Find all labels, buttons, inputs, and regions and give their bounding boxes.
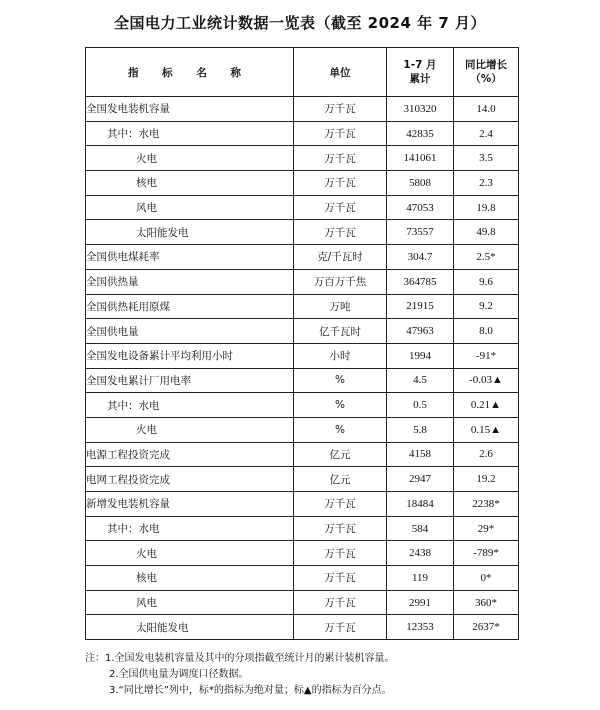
- cumulative-value: 4158: [387, 442, 454, 467]
- yoy-growth: 0.15▲: [454, 417, 519, 442]
- table-header-row: [86, 48, 519, 97]
- header-cumulative-line1: 1-7 月: [403, 59, 437, 71]
- indicator-name: 太阳能发电: [86, 220, 294, 245]
- table-row: [86, 97, 519, 122]
- indicator-name: 其中：水电: [86, 393, 294, 418]
- yoy-growth: 2.6: [454, 442, 519, 467]
- unit-cell: %: [294, 417, 387, 442]
- table-row: [86, 615, 519, 640]
- table-row: [86, 566, 519, 591]
- yoy-growth: 3.5: [454, 146, 519, 171]
- cumulative-value: 0.5: [387, 393, 454, 418]
- yoy-growth: -0.03▲: [454, 368, 519, 393]
- yoy-growth: 9.6: [454, 269, 519, 294]
- cumulative-value: 2991: [387, 590, 454, 615]
- unit-cell: 万千瓦: [294, 121, 387, 146]
- cumulative-value: 584: [387, 516, 454, 541]
- table-row: [86, 294, 519, 319]
- indicator-name: 全国供电煤耗率: [86, 245, 294, 270]
- cumulative-value: 73557: [387, 220, 454, 245]
- header-yoy: [454, 48, 519, 97]
- table-row: [86, 467, 519, 492]
- cumulative-value: 21915: [387, 294, 454, 319]
- cumulative-value: 2438: [387, 541, 454, 566]
- yoy-growth: 0*: [454, 566, 519, 591]
- footnote-2: 2.全国供电量为调度口径数据。: [109, 669, 249, 680]
- cumulative-value: 2947: [387, 467, 454, 492]
- indicator-name: 太阳能发电: [86, 615, 294, 640]
- unit-cell: 亿千瓦时: [294, 319, 387, 344]
- yoy-growth: 49.8: [454, 220, 519, 245]
- indicator-name: 火电: [86, 146, 294, 171]
- indicator-name: 全国供热耗用原煤: [86, 294, 294, 319]
- cumulative-value: 364785: [387, 269, 454, 294]
- indicator-name: 全国发电设备累计平均利用小时: [86, 343, 294, 368]
- unit-cell: 万千瓦: [294, 566, 387, 591]
- yoy-growth: 2.5*: [454, 245, 519, 270]
- cumulative-value: 141061: [387, 146, 454, 171]
- yoy-growth: -91*: [454, 343, 519, 368]
- indicator-name: 风电: [86, 195, 294, 220]
- unit-cell: 克/千瓦时: [294, 245, 387, 270]
- header-indicator-name: 指 标 名 称: [86, 48, 294, 97]
- unit-cell: 万千瓦: [294, 615, 387, 640]
- yoy-growth: 2637*: [454, 615, 519, 640]
- indicator-name: 新增发电装机容量: [86, 492, 294, 517]
- header-unit: 单位: [294, 48, 387, 97]
- indicator-name: 火电: [86, 541, 294, 566]
- indicator-name: 其中：水电: [86, 121, 294, 146]
- cumulative-value: 47053: [387, 195, 454, 220]
- unit-cell: 万千瓦: [294, 171, 387, 196]
- unit-cell: 万千瓦: [294, 220, 387, 245]
- unit-cell: 小时: [294, 343, 387, 368]
- header-yoy-line1: 同比增长: [465, 59, 507, 71]
- table-row: [86, 590, 519, 615]
- unit-cell: 亿元: [294, 442, 387, 467]
- indicator-name: 全国发电装机容量: [86, 97, 294, 122]
- unit-cell: 万千瓦: [294, 195, 387, 220]
- unit-cell: 万千瓦: [294, 541, 387, 566]
- table-row: [86, 442, 519, 467]
- cumulative-value: 47963: [387, 319, 454, 344]
- footnote-label: 注：: [85, 653, 105, 664]
- yoy-growth: 14.0: [454, 97, 519, 122]
- header-cumulative-line2: 累计: [409, 73, 431, 85]
- table-row: [86, 195, 519, 220]
- unit-cell: 万千瓦: [294, 146, 387, 171]
- unit-cell: 万千瓦: [294, 590, 387, 615]
- table-row: [86, 541, 519, 566]
- yoy-growth: 19.8: [454, 195, 519, 220]
- table-row: [86, 121, 519, 146]
- yoy-growth: 2.3: [454, 171, 519, 196]
- cumulative-value: 4.5: [387, 368, 454, 393]
- footnotes: [85, 651, 395, 699]
- indicator-name: 全国供热量: [86, 269, 294, 294]
- table-row: [86, 343, 519, 368]
- table-row: [86, 171, 519, 196]
- unit-cell: 万千瓦: [294, 97, 387, 122]
- table-row: [86, 368, 519, 393]
- statistics-table: [85, 47, 519, 640]
- cumulative-value: 42835: [387, 121, 454, 146]
- table-row: [86, 393, 519, 418]
- yoy-growth: 9.2: [454, 294, 519, 319]
- cumulative-value: 5808: [387, 171, 454, 196]
- yoy-growth: 0.21▲: [454, 393, 519, 418]
- header-cumulative: [387, 48, 454, 97]
- table-row: [86, 269, 519, 294]
- yoy-growth: -789*: [454, 541, 519, 566]
- indicator-name: 电源工程投资完成: [86, 442, 294, 467]
- yoy-growth: 8.0: [454, 319, 519, 344]
- cumulative-value: 304.7: [387, 245, 454, 270]
- unit-cell: %: [294, 368, 387, 393]
- indicator-name: 核电: [86, 566, 294, 591]
- unit-cell: 万百万千焦: [294, 269, 387, 294]
- indicator-name: 火电: [86, 417, 294, 442]
- table-row: [86, 245, 519, 270]
- indicator-name: 核电: [86, 171, 294, 196]
- table-row: [86, 417, 519, 442]
- cumulative-value: 12353: [387, 615, 454, 640]
- indicator-name: 全国供电量: [86, 319, 294, 344]
- unit-cell: 万千瓦: [294, 516, 387, 541]
- indicator-name: 其中：水电: [86, 516, 294, 541]
- yoy-growth: 29*: [454, 516, 519, 541]
- footnote-1: 注：1.全国发电装机容量及其中的分项指截至统计月的累计装机容量。: [85, 653, 395, 664]
- footnote-3: 3.“同比增长”列中，标*的指标为绝对量；标▲的指标为百分点。: [109, 685, 392, 696]
- unit-cell: 亿元: [294, 467, 387, 492]
- page-title: 全国电力工业统计数据一览表（截至 2024 年 7 月）: [113, 14, 487, 32]
- table-row: [86, 146, 519, 171]
- header-yoy-line2: （%）: [470, 73, 502, 85]
- unit-cell: 万千瓦: [294, 492, 387, 517]
- cumulative-value: 18484: [387, 492, 454, 517]
- unit-cell: 万吨: [294, 294, 387, 319]
- indicator-name: 风电: [86, 590, 294, 615]
- table-row: [86, 220, 519, 245]
- yoy-growth: 360*: [454, 590, 519, 615]
- table-row: [86, 319, 519, 344]
- cumulative-value: 310320: [387, 97, 454, 122]
- table-row: [86, 516, 519, 541]
- indicator-name: 全国发电累计厂用电率: [86, 368, 294, 393]
- indicator-name: 电网工程投资完成: [86, 467, 294, 492]
- table-row: [86, 492, 519, 517]
- cumulative-value: 5.8: [387, 417, 454, 442]
- unit-cell: %: [294, 393, 387, 418]
- yoy-growth: 2238*: [454, 492, 519, 517]
- yoy-growth: 2.4: [454, 121, 519, 146]
- cumulative-value: 119: [387, 566, 454, 591]
- yoy-growth: 19.2: [454, 467, 519, 492]
- cumulative-value: 1994: [387, 343, 454, 368]
